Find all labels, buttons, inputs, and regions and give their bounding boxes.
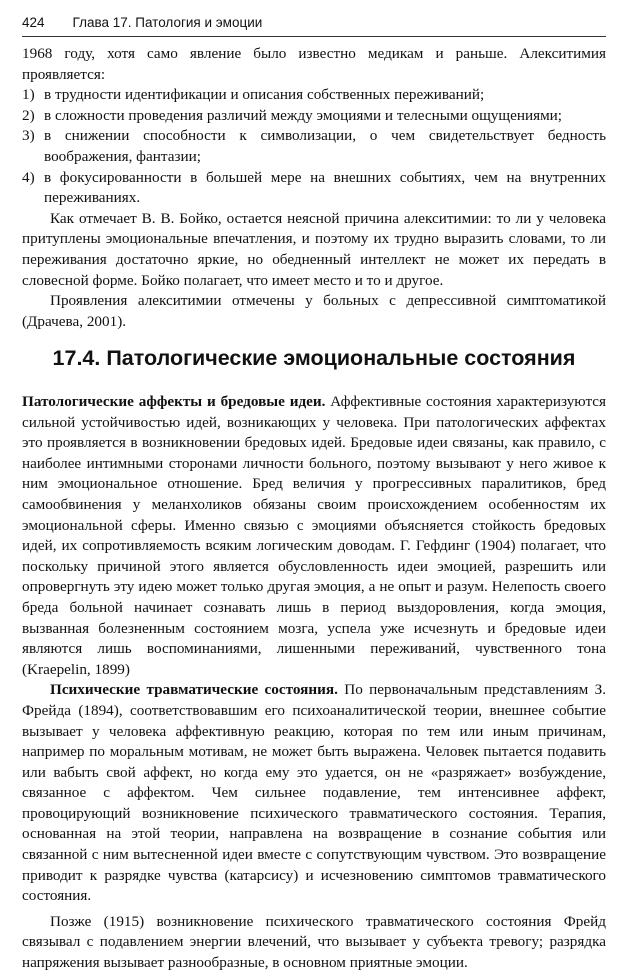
list-number: 3) bbox=[22, 127, 35, 145]
list-number: 1) bbox=[22, 86, 35, 104]
section-heading: 17.4. Патологические эмоциональные состояния bbox=[52, 346, 576, 370]
freud-paragraph: Позже (1915) возникновение психического травматического состояния Фрейд связывал с подавлением энергии влечений, что вызывает у субъекта тревогу; разрядка напряжения вызывает разнообразные, в основном приятные эмоции. bbox=[22, 912, 606, 972]
section-body bbox=[22, 392, 606, 974]
list-text: в трудности идентификации и описания собственных переживаний; bbox=[44, 86, 485, 104]
list-number: 2) bbox=[22, 106, 35, 124]
boyko-paragraph: Как отмечает В. В. Бойко, остается неясной причина алекситимии: то ли у человека притуплены эмоциональные впечатления, и поэтому их трудно выразить словами, то ли переживания достаточно яркие, но обедненный интеллект не может их передать в словесной форме. Бойко полагает, что имеет место и то и другое. bbox=[22, 209, 606, 289]
list-item bbox=[22, 168, 606, 209]
list-text: в фокусированности в большей мере на внешних событиях, чем на внутренних переживаниях. bbox=[44, 168, 606, 207]
chapter-title: Глава 17. Патология и эмоции bbox=[72, 15, 263, 30]
trauma-text: По первоначальным представлениям З. Фрейда (1894), соответствовавшим его психоаналитической теории, внешнее событие вызывает у человека аффективную реакцию, которая по тем или иным причинам, например по моральным мотивам, не может быть выражена. Человек пытается подавить или вабыть свой аффект, но когда ему это удается, он не «разряжает» возбуждение, связанное с аффектом. Чем сильнее подавление, тем интенсивнее аффект, провоцирующий возникновение психического травматического состояния. Терапия, основанная на этой теории, направлена на возвращение в сознание события или связанной с ним вытесненной идеи вместе с сопутствующим чувством. Это возвращение приводит к разрядке чувства (катарсису) и исчезновению симптомов травматического состояния. bbox=[22, 681, 606, 905]
list-number: 4) bbox=[22, 168, 35, 186]
header-rule bbox=[22, 36, 606, 37]
affects-paragraph bbox=[22, 392, 606, 680]
list-item bbox=[22, 85, 606, 106]
list-text: в снижении способности к символизации, о чем свидетельствует бедность воображения, фантазии; bbox=[44, 127, 606, 165]
trauma-run-in-heading: Психические травматические состояния. bbox=[50, 681, 338, 699]
intro-paragraph: 1968 году, хотя само явление было известно медикам и раньше. Алекситимия проявляется: bbox=[22, 45, 606, 83]
list-item bbox=[22, 106, 606, 127]
top-text-block bbox=[22, 44, 606, 332]
symptom-list bbox=[22, 85, 606, 209]
affects-text: Аффективные состояния характеризуются сильной устойчивостью идей, возникающих у человека. При патологических аффектах это проявляется в возникновении бредовых идей. Бредовые идеи связаны, как правило, с наиболее интимными сторонами личности больного, поэтому вызывают у него живое к ним эмоциональное отношение. Бред величия у прогрессивных паралитиков, бред самообвинения у меланхоликов обязаны своим происхождением особенностям их эмоциональной сферы. Именно связью с эмоциями объясняется стойкость бредовых идей, их сопротивляемость всяким логическим доводам. Г. Гефдинг (1904) полагает, что поскольку причиной этого является обусловленность идеи эмоцией, разрешить или опровергнуть эту идею может только другая эмоция, а не опыт и разум. Нелепость своего бреда больной начинает сознавать лишь в период выздоровления, когда эмоция, вызванная болезненным состоянием мозга, успела уже исчезнуть и бредовые идеи являются лишь воспоминаниями, лишенными переживаний, чувственного тона (Kraepelin, 1899) bbox=[22, 393, 607, 678]
running-head bbox=[22, 14, 262, 32]
page-number: 424 bbox=[22, 15, 45, 30]
affects-run-in-heading: Патологические аффекты и бредовые идеи. bbox=[22, 393, 326, 410]
list-text: в сложности проведения различий между эмоциями и телесными ощущениями; bbox=[44, 106, 563, 124]
list-item bbox=[22, 126, 606, 167]
drachova-paragraph: Проявления алекситимии отмечены у больных с депрессивной симптоматикой (Драчева, 2001). bbox=[22, 292, 606, 330]
trauma-paragraph bbox=[22, 680, 606, 907]
